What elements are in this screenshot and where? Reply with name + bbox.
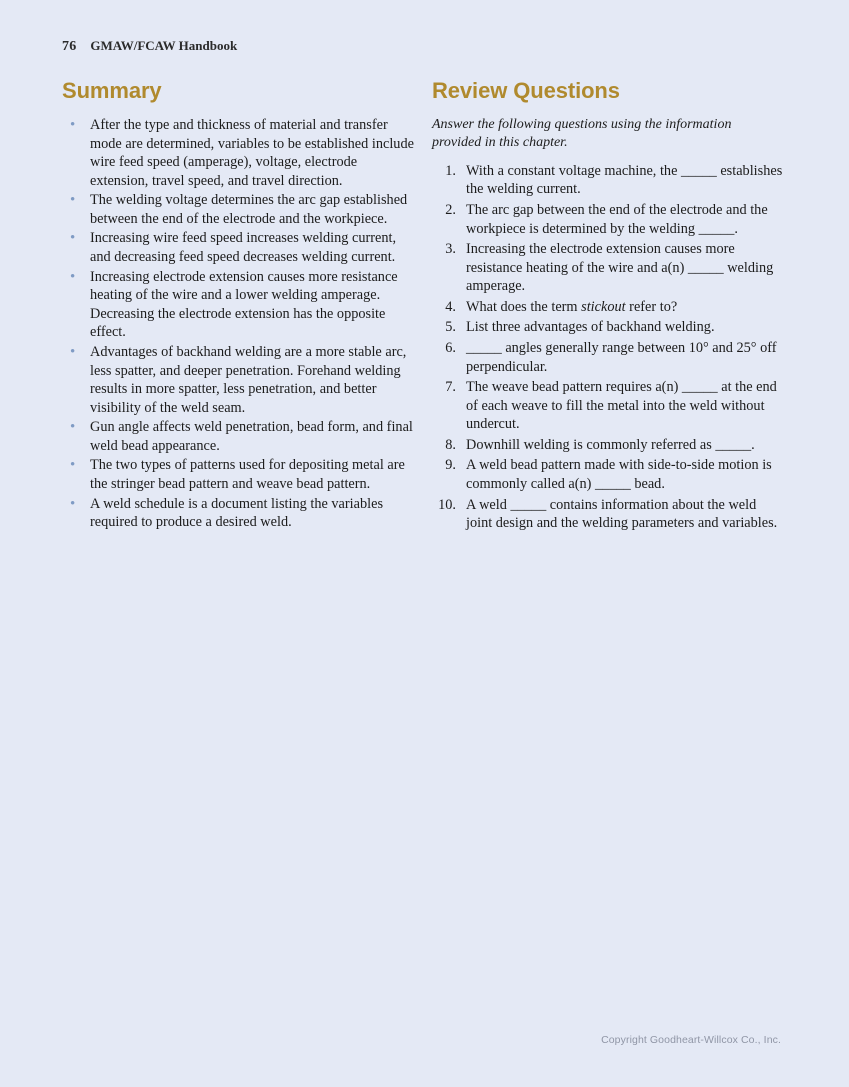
question-text: A weld bead pattern made with side-to-side motion is commonly called a(n) _____ bead. [466,457,772,493]
question-number: 10. [438,496,456,513]
bullet-dot-icon: • [70,268,76,285]
review-question-item [432,456,784,493]
summary-bullet-text: Increasing electrode extension causes more resistance heating of the wire and a lower welding amperage. Decreasing the electrode extension has the opposite effect. [90,268,398,341]
question-text: Downhill welding is commonly referred as _____. [466,436,755,453]
question-number: 8. [445,436,456,453]
review-question-item [432,162,784,199]
question-text: The weave bead pattern requires a(n) _____ at the end of each weave to fill the metal into the weld without undercut. [466,379,777,433]
question-text: A weld _____ contains information about the weld joint design and the welding parameters and variables. [466,496,778,532]
question-number: 1. [445,162,456,179]
bullet-dot-icon: • [70,117,76,133]
bullet-dot-icon: • [70,495,76,512]
question-text: Increasing the electrode extension causes more resistance heating of the wire and a(n) _____ welding amperage. [466,241,774,295]
review-question-item [432,378,784,434]
review-instructions: Answer the following questions using the information provided in this chapter. [432,117,732,150]
review-question-item [432,201,784,238]
summary-bullet-item [62,418,414,455]
summary-bullet-item [62,191,414,228]
review-questions-heading: Review Questions [432,78,620,103]
question-number: 4. [445,298,456,315]
summary-bullet-text: The welding voltage determines the arc gap established between the end of the electrode and the workpiece. [90,192,408,227]
copyright-notice: Copyright Goodheart-Willcox Co., Inc. [601,1034,781,1046]
question-text: _____ angles generally range between 10° and 25° off perpendicular. [466,340,777,375]
summary-bullet-item [62,268,414,342]
review-question-item [432,298,784,317]
page-header [62,38,237,55]
question-number: 7. [445,379,456,396]
question-number: 3. [445,241,456,258]
bullet-dot-icon: • [70,343,76,360]
question-number: 9. [445,457,456,474]
question-number: 6. [445,340,456,357]
bullet-dot-icon: • [70,457,76,474]
summary-bullet-text: Gun angle affects weld penetration, bead form, and final weld bead appearance. [90,419,413,454]
review-question-item [432,339,784,376]
summary-bullet-item [62,343,414,417]
question-text-continued: refer to? [625,298,678,315]
review-question-list [432,162,784,533]
review-question-item [432,318,784,337]
summary-bullet-text: After the type and thickness of material and transfer mode are determined, variables to be established include wire feed speed (amperage), voltage, electrode extension, travel speed, and travel direction. [90,117,414,189]
bullet-dot-icon: • [70,419,76,436]
running-head-title: GMAW/FCAW Handbook [90,38,238,53]
question-text: With a constant voltage machine, the _____ establishes the welding current. [466,162,783,198]
review-questions-column [432,78,784,535]
summary-bullet-item [62,229,414,266]
summary-bullet-text: Increasing wire feed speed increases welding current, and decreasing feed speed decreases welding current. [90,230,397,266]
summary-bullet-list [62,116,414,532]
question-text: The arc gap between the end of the electrode and the workpiece is determined by the welding _____. [466,201,768,237]
question-number: 2. [445,201,456,218]
bullet-dot-icon: • [70,192,76,209]
summary-heading: Summary [62,78,162,103]
review-question-item [432,240,784,296]
question-number: 5. [445,319,456,336]
summary-bullet-text: Advantages of backhand welding are a more stable arc, less spatter, and deeper penetration. Forehand welding results in more spatter, less penetration, and better visibility of the weld seam. [90,343,407,416]
review-question-item [432,496,784,533]
review-question-item [432,436,784,455]
question-text: What does the term [466,298,582,315]
summary-bullet-text: The two types of patterns used for depositing metal are the stringer bead pattern and weave bead pattern. [90,457,405,492]
summary-bullet-item [62,456,414,493]
summary-bullet-text: A weld schedule is a document listing the variables required to produce a desired weld. [90,495,384,531]
page-number: 76 [62,39,77,54]
question-text: List three advantages of backhand welding. [466,319,715,336]
summary-column [62,78,414,533]
bullet-dot-icon: • [70,230,76,247]
summary-bullet-item [62,116,414,190]
summary-bullet-item [62,495,414,532]
question-term-emphasis: stickout [581,298,626,315]
